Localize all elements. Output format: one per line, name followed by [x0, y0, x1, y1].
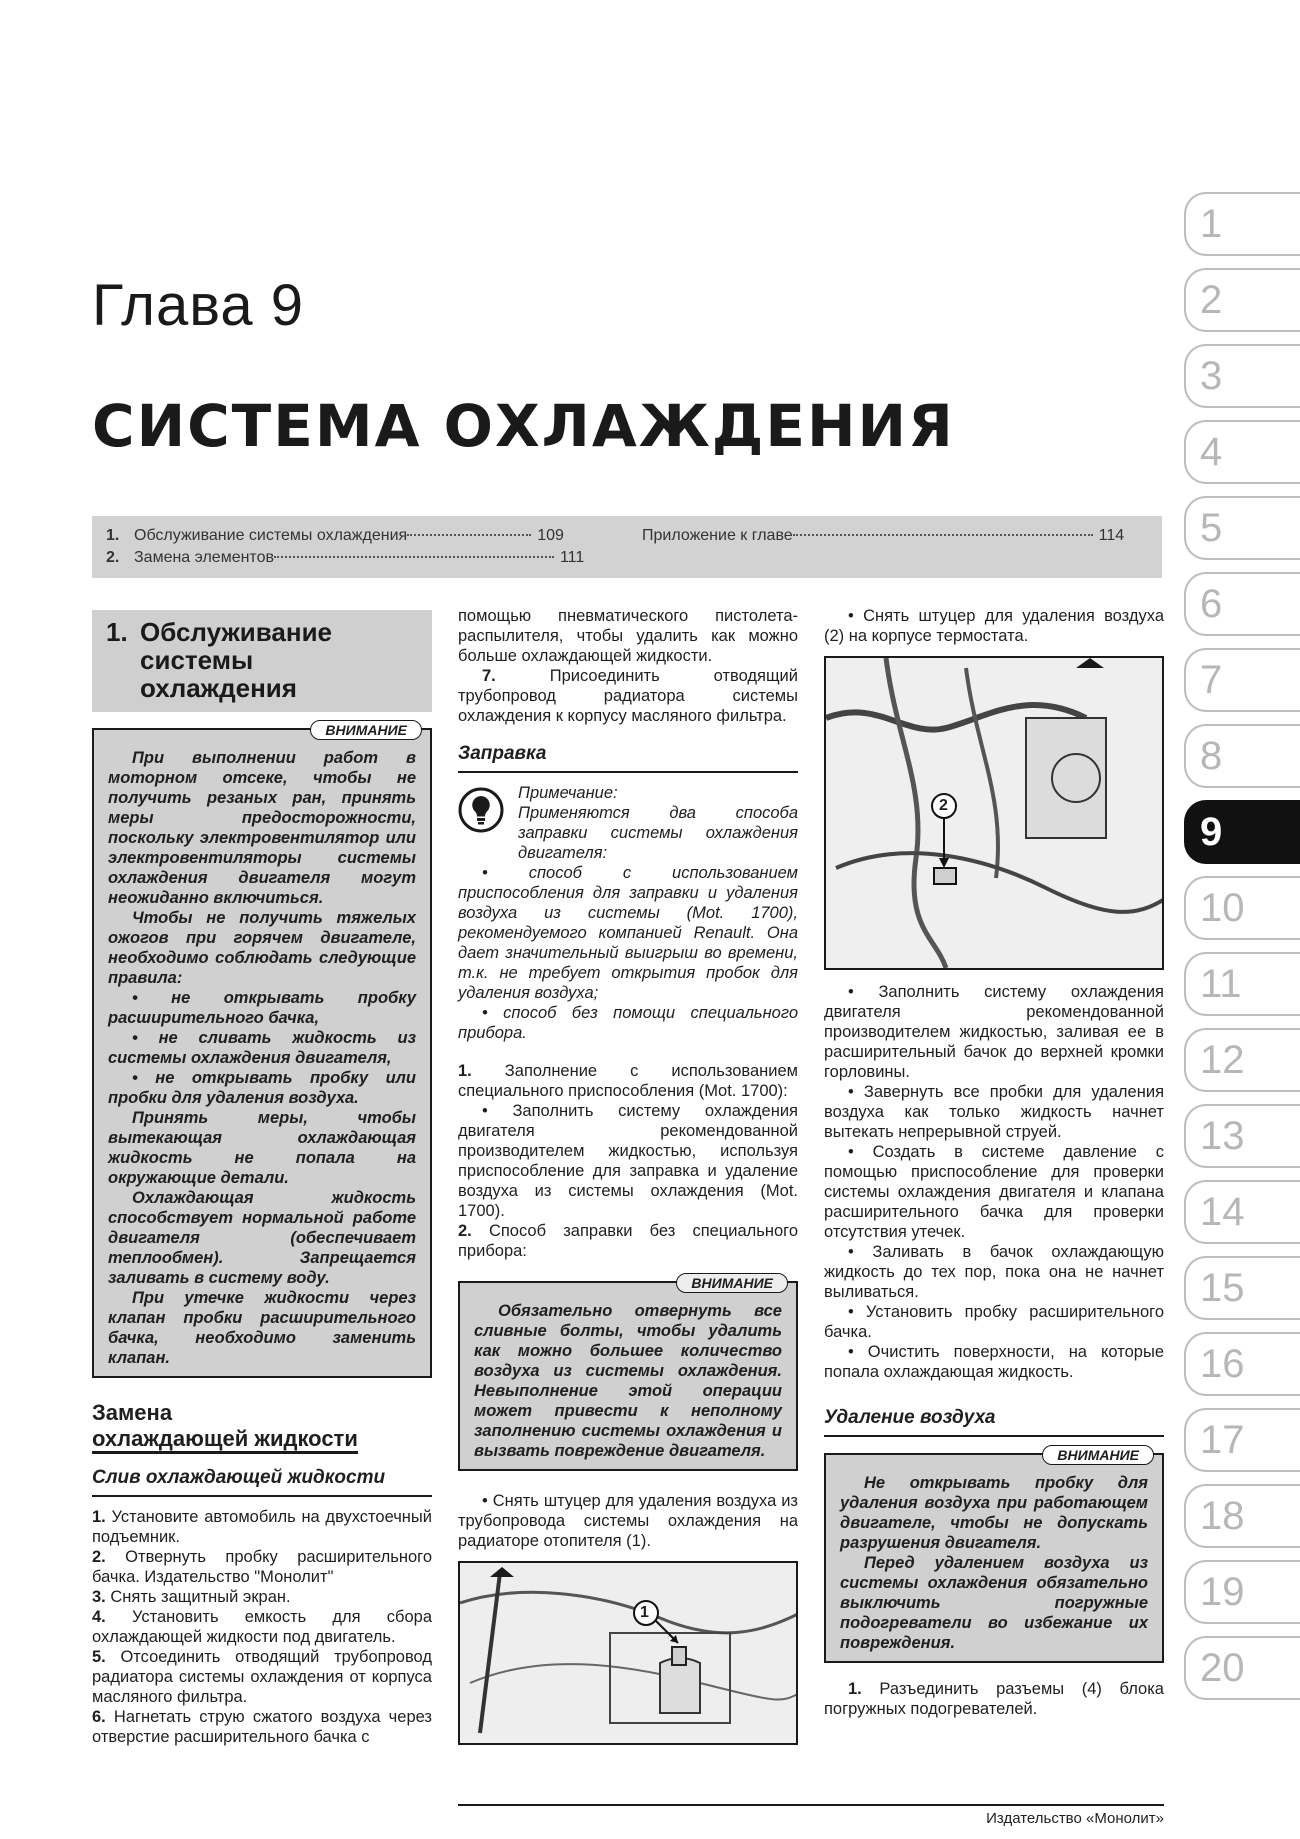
list-item — [458, 1061, 798, 1101]
section-title-line: Обслуживание — [140, 617, 333, 647]
section-title-line: охлаждения — [140, 673, 297, 703]
chapter-tab[interactable]: 8 — [1184, 724, 1300, 788]
list-item — [92, 1647, 432, 1707]
footer-rule — [458, 1804, 1164, 1806]
toc-leader — [274, 556, 554, 558]
publisher-footer: Издательство «Монолит» — [986, 1810, 1164, 1827]
section-number: 1. — [106, 617, 128, 647]
chapter-tab[interactable]: 5 — [1184, 496, 1300, 560]
figure-callout-label: 1 — [640, 1604, 649, 1621]
subsection-heading — [92, 1400, 432, 1452]
column-3 — [824, 606, 1164, 1719]
paragraph: • Заполнить систему охлаждения двигателя рекомендованной производителем жидкостью, используя приспособление для заправка и удаление воздуха из системы охлаждения (Mot. 1700). — [458, 1102, 798, 1220]
toc-label: Обслуживание системы охлаждения — [134, 527, 408, 544]
diagram-illustration — [460, 1563, 798, 1743]
section-title-line: системы — [140, 645, 254, 675]
warning-box — [458, 1275, 798, 1471]
chapter-tab[interactable]: 14 — [1184, 1180, 1300, 1244]
sub-subsection-heading: Удаление воздуха — [824, 1406, 1164, 1437]
chapter-tab[interactable]: 15 — [1184, 1256, 1300, 1320]
chapter-heading: Глава 9 — [92, 273, 305, 338]
chapter-tab[interactable]: 17 — [1184, 1408, 1300, 1472]
warning-text: • не открывать пробку или пробки для удаления воздуха. — [108, 1069, 416, 1107]
sub-subsection-heading: Заправка — [458, 742, 798, 773]
list-item — [92, 1587, 432, 1607]
chapter-tab[interactable]: 4 — [1184, 420, 1300, 484]
list-item — [92, 1607, 432, 1647]
warning-text: При утечке жидкости через клапан пробки расширительного бачка, необходимо заменить клапан. — [108, 1289, 416, 1367]
item-number: 1. — [458, 1062, 472, 1080]
paragraph: • Снять штуцер для удаления воздуха из трубопровода системы охлаждения на радиаторе отопителя (1). — [458, 1492, 798, 1550]
item-text: Разъединить разъемы (4) блока погружных подогревателей. — [824, 1680, 1164, 1718]
column-1 — [92, 610, 432, 1747]
chapter-tab-active[interactable]: 9 — [1184, 800, 1300, 864]
chapter-tab[interactable]: 11 — [1184, 952, 1300, 1016]
item-text: Способ заправки без специального прибора: — [458, 1222, 798, 1260]
warning-text: Чтобы не получить тяжелых ожогов при горячем двигателе, необходимо соблюдать следующие правила: — [108, 909, 416, 987]
warning-text: • не сливать жидкость из системы охлаждения двигателя, — [108, 1029, 416, 1067]
item-number: 1. — [848, 1680, 862, 1698]
toc-label: Замена элементов — [134, 549, 274, 566]
paragraph: помощью пневматического пистолета-распылителя, чтобы удалить как можно больше охлаждающей жидкости. — [458, 607, 798, 665]
warning-text: Обязательно отвернуть все сливные болты, чтобы удалить как можно большее количество воздуха из системы охлаждения. Невыполнение этой операции может привести к неполному заполнению системы охлаждения и вызвать повреждение двигателя. — [474, 1302, 782, 1460]
chapter-tab[interactable]: 18 — [1184, 1484, 1300, 1548]
warning-text: При выполнении работ в моторном отсеке, чтобы не получить резаных ран, принять меры предосторожности, поскольку электровентилятор или электровентиляторы системы охлаждения двигателя могут неожиданно включиться. — [108, 749, 416, 907]
item-text: Установите автомобиль на двухстоечный подъемник. — [92, 1508, 432, 1546]
item-text: Заполнение с использованием специального приспособления (Mot. 1700): — [458, 1062, 798, 1100]
paragraph: • Создать в системе давление с помощью приспособление для проверки системы охлаждения двигателя и клапана расширительного бачка для проверки отсутствия утечек. — [824, 1143, 1164, 1241]
chapter-tab[interactable]: 2 — [1184, 268, 1300, 332]
warning-label: ВНИМАНИЕ — [676, 1273, 788, 1293]
warning-box — [824, 1447, 1164, 1663]
lightbulb-icon — [458, 787, 504, 833]
toc-entry[interactable] — [106, 527, 564, 545]
toc-number: 2. — [106, 549, 120, 566]
item-number: 3. — [92, 1588, 106, 1606]
warning-text: • не открывать пробку расширительного бачка, — [108, 989, 416, 1027]
paragraph: • Заполнить систему охлаждения двигателя рекомендованной производителем жидкостью, заливая ее в расширительный бачок до верхней кромки горловины. — [824, 983, 1164, 1081]
warning-text: Не открывать пробку для удаления воздуха при работающем двигателе, чтобы не допускать разрушения двигателя. — [840, 1474, 1148, 1552]
item-text: Нагнетать струю сжатого воздуха через отверстие расширительного бачка с — [92, 1708, 432, 1746]
chapter-tab[interactable]: 1 — [1184, 192, 1300, 256]
subsection-heading-line: охлаждающей жидкости — [92, 1426, 358, 1454]
column-2 — [458, 606, 798, 1745]
item-number: 2. — [458, 1222, 472, 1240]
chapter-tab[interactable]: 6 — [1184, 572, 1300, 636]
item-number: 1. — [92, 1508, 106, 1526]
warning-label: ВНИМАНИЕ — [1042, 1445, 1154, 1465]
figure-thermostat — [824, 656, 1164, 970]
figure-heater-radiator — [458, 1561, 798, 1745]
section-heading-box — [92, 610, 432, 712]
table-of-contents — [92, 516, 1162, 578]
chapter-tab[interactable]: 16 — [1184, 1332, 1300, 1396]
toc-page: 109 — [537, 527, 564, 544]
list-item — [458, 1221, 798, 1261]
toc-entry[interactable] — [642, 527, 1124, 545]
warning-box — [92, 722, 432, 1378]
toc-leader — [407, 534, 531, 536]
note-text: Применяются два способа заправки системы охлаждения двигателя: — [518, 804, 798, 862]
toc-entry[interactable] — [106, 549, 584, 567]
item-number: 2. — [92, 1548, 106, 1566]
list-item — [824, 1679, 1164, 1719]
diagram-illustration — [826, 658, 1164, 968]
subsection-heading-line: Замена — [92, 1400, 173, 1425]
paragraph: • Заливать в бачок охлаждающую жидкость до тех пор, пока она не начнет выливаться. — [824, 1243, 1164, 1301]
chapter-title: СИСТЕМА ОХЛАЖДЕНИЯ — [92, 392, 955, 460]
toc-label: Приложение к главе — [642, 527, 793, 544]
list-item — [92, 1707, 432, 1747]
chapter-tab[interactable]: 19 — [1184, 1560, 1300, 1624]
warning-text: Перед удалением воздуха из системы охлаждения обязательно выключить погружные подогреватели во избежание их повреждения. — [840, 1554, 1148, 1652]
note-bullet: • способ без помощи специального прибора. — [458, 1004, 798, 1042]
list-item — [458, 666, 798, 726]
paragraph: • Установить пробку расширительного бачка. — [824, 1303, 1164, 1341]
item-text: Отсоединить отводящий трубопровод радиатора системы охлаждения от корпуса масляного фильтра. — [92, 1648, 432, 1706]
toc-leader — [793, 534, 1093, 536]
list-item — [92, 1547, 432, 1587]
sub-subsection-heading: Слив охлаждающей жидкости — [92, 1466, 432, 1497]
chapter-tab[interactable]: 12 — [1184, 1028, 1300, 1092]
chapter-tab[interactable]: 10 — [1184, 876, 1300, 940]
item-text: Присоединить отводящий трубопровод радиатора системы охлаждения к корпусу масляного фильтра. — [458, 667, 798, 725]
note-block — [458, 783, 798, 863]
note-label: Примечание: — [518, 784, 618, 802]
chapter-tab[interactable]: 13 — [1184, 1104, 1300, 1168]
toc-number: 1. — [106, 527, 120, 544]
warning-text: Принять меры, чтобы вытекающая охлаждающая жидкость не попала на окружающие детали. — [108, 1109, 416, 1187]
item-text: Отвернуть пробку расширительного бачка. Издательство "Монолит" — [92, 1548, 432, 1586]
item-number: 5. — [92, 1648, 106, 1666]
item-number: 7. — [482, 667, 496, 685]
note-bullet: • способ с использованием приспособления для заправки и удаления воздуха из системы (Mot. 1700), рекомендуемого компанией Renault. Она дает значительный выигрыш во времени, т.к. не требует открытия пробок для удаления воздуха; — [458, 864, 798, 1002]
chapter-tab[interactable]: 3 — [1184, 344, 1300, 408]
toc-page: 114 — [1098, 527, 1125, 544]
chapter-tab[interactable]: 20 — [1184, 1636, 1300, 1700]
item-number: 6. — [92, 1708, 106, 1726]
toc-page: 111 — [559, 549, 585, 566]
paragraph: • Снять штуцер для удаления воздуха (2) на корпусе термостата. — [824, 607, 1164, 645]
warning-text: Охлаждающая жидкость способствует нормальной работе двигателя (обеспечивает теплообмен). Запрещается заливать в систему воду. — [108, 1189, 416, 1287]
item-text: Установить емкость для сбора охлаждающей жидкости под двигатель. — [92, 1608, 433, 1646]
list-item — [92, 1507, 432, 1547]
paragraph: • Завернуть все пробки для удаления воздуха как только жидкость начнет вытекать непрерывной струей. — [824, 1083, 1164, 1141]
paragraph: • Очистить поверхности, на которые попала охлаждающая жидкость. — [824, 1343, 1164, 1381]
item-number: 4. — [92, 1608, 106, 1626]
warning-label: ВНИМАНИЕ — [310, 720, 422, 740]
chapter-tab[interactable]: 7 — [1184, 648, 1300, 712]
figure-callout-label: 2 — [939, 797, 948, 814]
item-text: Снять защитный экран. — [110, 1588, 291, 1606]
